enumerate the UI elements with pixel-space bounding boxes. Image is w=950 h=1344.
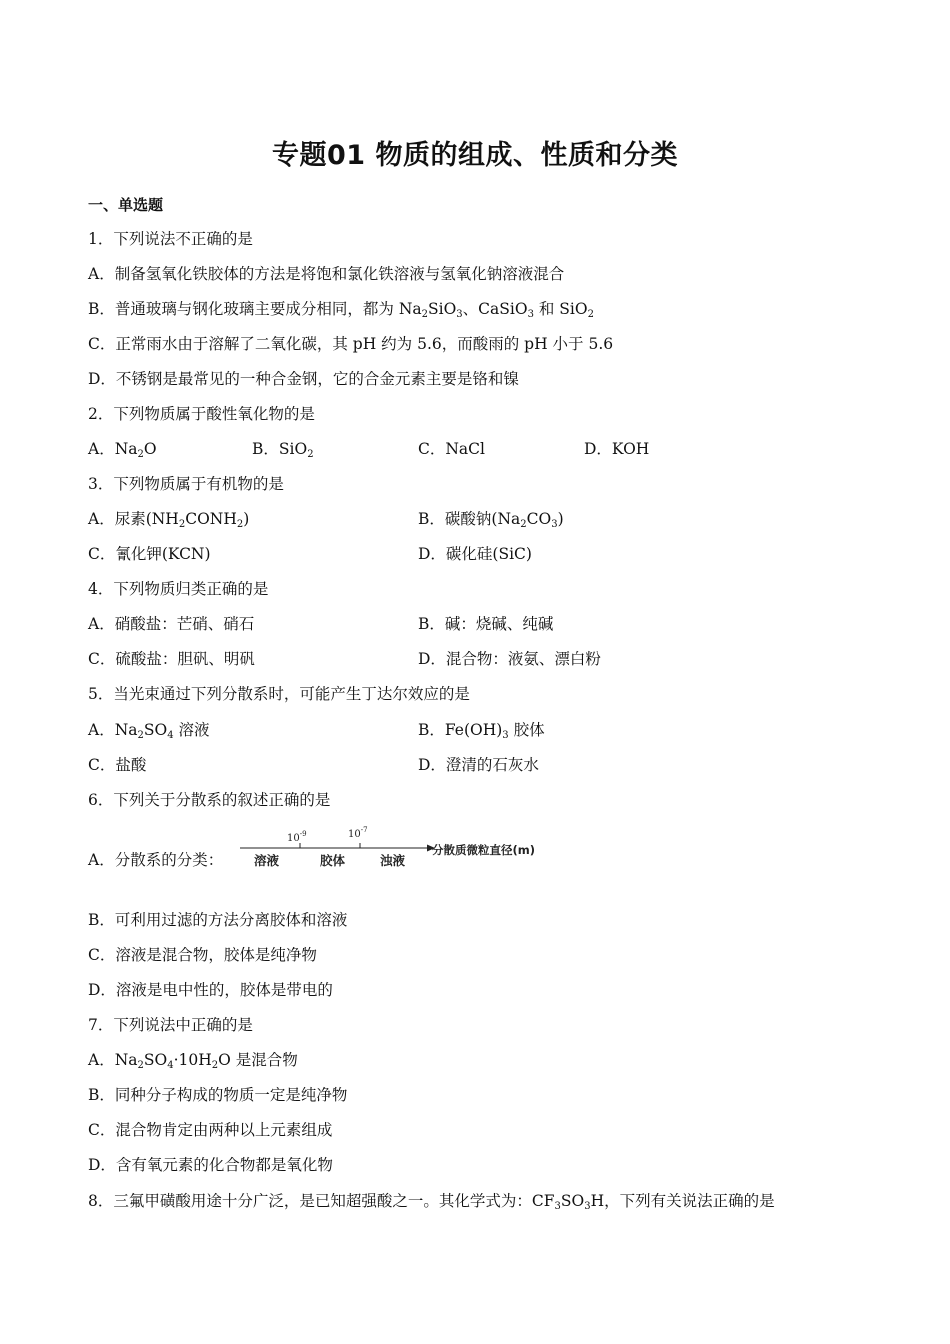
question-7-option-a: A．$Na_2SO_4\cdot 10H_2O$ 是混合物 <box>88 1051 298 1071</box>
question-3-option-d: D．碳化硅(SiC) <box>418 545 532 563</box>
question-4-option-a: A．硝酸盐：芒硝、硝石 <box>88 615 255 633</box>
question-2-option-a: A．$Na_2O$ <box>88 440 157 460</box>
question-2-option-c: C．NaCl <box>418 440 485 458</box>
question-5-option-c: C．盐酸 <box>88 756 147 774</box>
question-1-option-c: C．正常雨水由于溶解了二氧化碳，其 pH 约为 5.6，而酸雨的 pH 小于 5.6 <box>88 335 614 353</box>
question-7-option-b: B．同种分子构成的物质一定是纯净物 <box>88 1086 348 1104</box>
question-6-option-a: A．分散系的分类： <box>88 851 224 869</box>
question-7-stem: 7．下列说法中正确的是 <box>88 1016 253 1034</box>
question-3-option-a: A．尿素$(NH_2CONH_2)$ <box>88 510 250 530</box>
question-2-option-b: B．SiO$_2$ <box>252 440 314 460</box>
question-4-stem: 4．下列物质归类正确的是 <box>88 580 269 598</box>
question-3-option-c: C．氰化钾(KCN) <box>88 545 211 563</box>
question-1-option-b: B．普通玻璃与钢化玻璃主要成分相同，都为 $Na_2SiO_3$、CaSiO$_3$ 和 SiO$_2$ <box>88 300 594 320</box>
question-5-option-b: B．$Fe(OH)_3$ 胶体 <box>418 721 545 741</box>
question-2-stem: 2．下列物质属于酸性氧化物的是 <box>88 405 315 423</box>
question-4-option-d: D．混合物：液氨、漂白粉 <box>418 650 601 668</box>
question-6-option-d: D．溶液是电中性的，胶体是带电的 <box>88 981 333 999</box>
question-3-option-b: B．碳酸钠$(Na_2CO_3)$ <box>418 510 564 530</box>
question-5-stem: 5．当光束通过下列分散系时，可能产生丁达尔效应的是 <box>88 685 470 703</box>
question-7-option-c: C．混合物肯定由两种以上元素组成 <box>88 1121 333 1139</box>
diagram-tick-1-label: $10^{-9}$ <box>287 830 307 844</box>
question-6-option-b: B．可利用过滤的方法分离胶体和溶液 <box>88 911 348 929</box>
dispersion-classification-diagram <box>232 824 562 874</box>
question-6-stem: 6．下列关于分散系的叙述正确的是 <box>88 791 331 809</box>
question-8-stem: 8．三氟甲磺酸用途十分广泛，是已知超强酸之一。其化学式为：$CF_3SO_3H$，下列有关说法正确的是 <box>88 1192 775 1212</box>
question-1-option-a: A．制备氢氧化铁胶体的方法是将饱和氯化铁溶液与氢氧化钠溶液混合 <box>88 265 565 283</box>
section-heading: 一、单选题 <box>88 196 164 214</box>
diagram-label-suspension: 浊液 <box>380 853 406 868</box>
question-4-option-c: C．硫酸盐：胆矾、明矾 <box>88 650 255 668</box>
question-5-option-a: A．$Na_2SO_4$ 溶液 <box>88 721 210 741</box>
question-3-stem: 3．下列物质属于有机物的是 <box>88 475 284 493</box>
question-7-option-d: D．含有氧元素的化合物都是氧化物 <box>88 1156 333 1174</box>
question-1-option-d: D．不锈钢是最常见的一种合金钢，它的合金元素主要是铬和镍 <box>88 370 519 388</box>
page-title: 专题01 物质的组成、性质和分类 <box>272 140 678 171</box>
question-6-option-c: C．溶液是混合物，胶体是纯净物 <box>88 946 317 964</box>
question-1-stem: 1．下列说法不正确的是 <box>88 230 253 248</box>
diagram-axis-label: 分散质微粒直径(m) <box>432 843 535 857</box>
question-2-option-d: D．KOH <box>584 440 650 458</box>
diagram-label-colloid: 胶体 <box>320 853 346 868</box>
diagram-tick-2-label: $10^{-7}$ <box>348 826 368 840</box>
diagram-label-solution: 溶液 <box>254 853 280 868</box>
question-4-option-b: B．碱：烧碱、纯碱 <box>418 615 554 633</box>
question-5-option-d: D．澄清的石灰水 <box>418 756 539 774</box>
